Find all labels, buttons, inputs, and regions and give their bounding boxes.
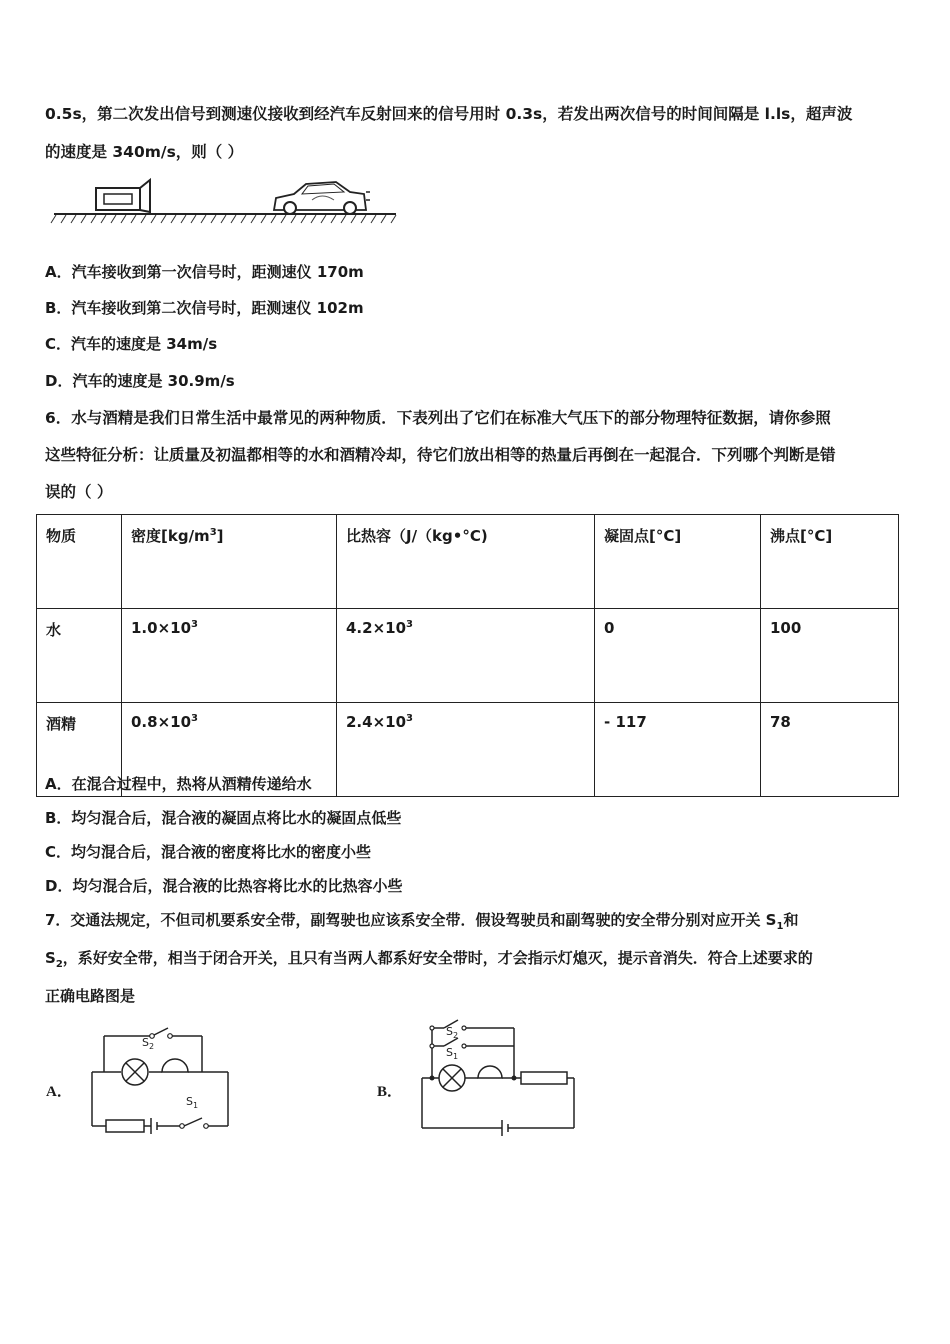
table-row-water <box>37 609 899 703</box>
q6-option-d: D．均匀混合后，混合液的比热容将比水的比热容小些 <box>45 877 403 895</box>
switch-s1-label: $S_1$ <box>186 1095 199 1110</box>
cell-boiling-point: 100 <box>761 609 899 703</box>
question-6-text-line-3: 误的（ ） <box>45 483 113 501</box>
question-5-text-line-2: 的速度是 340m/s，则（ ） <box>45 143 244 161</box>
table-header-row <box>37 515 899 609</box>
header-density: 密度$[kg/m^3]$ <box>122 515 337 609</box>
switch-s2-label: $S_2$ <box>446 1025 459 1040</box>
cell-name: 酒精 <box>37 703 122 797</box>
header-boiling-point: 沸点[°C] <box>761 515 899 609</box>
q6-option-b: B．均匀混合后，混合液的凝固点将比水的凝固点低些 <box>45 809 402 827</box>
cell-specific-heat: $2.4\times 10^3$ <box>337 703 595 797</box>
switch-s2-label: $S_2$ <box>142 1036 155 1051</box>
speed-meter-car-illustration <box>50 170 400 228</box>
speed-meter <box>96 188 140 210</box>
cell-freezing-point: 0 <box>595 609 761 703</box>
question-7-text-line-3: 正确电路图是 <box>45 987 136 1005</box>
q5-option-b: B．汽车接收到第二次信号时，距测速仪 102m <box>45 299 364 317</box>
cell-density: $1.0\times 10^3$ <box>122 609 337 703</box>
circuit-diagram-a <box>88 1022 236 1136</box>
cell-specific-heat: $4.2\times 10^3$ <box>337 609 595 703</box>
header-freezing-point: 凝固点[°C] <box>595 515 761 609</box>
question-7-text-line-2: $S_2$，系好安全带，相当于闭合开关，且只有当两人都系好安全带时，才会指示灯熄灭，提示音消失．符合上述要求的 <box>45 949 813 970</box>
header-substance: 物质 <box>37 515 122 609</box>
q5-option-c: C．汽车的速度是 34m/s <box>45 335 218 353</box>
question-7-text-line-1: 7．交通法规定，不但司机要系安全带，副驾驶也应该系安全带．假设驾驶员和副驾驶的安全带分别对应开关 $S_1$和 <box>45 911 799 932</box>
q5-option-d: D．汽车的速度是 30.9m/s <box>45 372 235 390</box>
circuit-diagram-b <box>418 1016 578 1136</box>
question-6-text-line-1: 6．水与酒精是我们日常生活中最常见的两种物质．下表列出了它们在标准大气压下的部分物理特征数据，请你参照 <box>45 409 831 427</box>
cell-name: 水 <box>37 609 122 703</box>
physical-properties-table <box>36 514 899 797</box>
q6-option-a: A．在混合过程中，热将从酒精传递给水 <box>45 775 312 793</box>
q6-option-c: C．均匀混合后，混合液的密度将比水的密度小些 <box>45 843 372 861</box>
q5-option-a: A．汽车接收到第一次信号时，距测速仪 170m <box>45 263 364 281</box>
cell-density: $0.8\times 10^3$ <box>122 703 337 797</box>
option-b-label: B． <box>377 1084 403 1100</box>
question-6-text-line-2: 这些特征分析：让质量及初温都相等的水和酒精冷却，待它们放出相等的热量后再倒在一起混合．下列哪个判断是错 <box>45 446 836 464</box>
question-5-text-line-1: 0.5s，第二次发出信号到测速仪接收到经汽车反射回来的信号用时 0.3s，若发出两次信号的时间间隔是 l.ls，超声波 <box>45 105 853 123</box>
car <box>274 182 370 214</box>
header-specific-heat: 比热容（J/（kg•°C) <box>337 515 595 609</box>
cell-boiling-point: 78 <box>761 703 899 797</box>
cell-freezing-point: - 117 <box>595 703 761 797</box>
switch-s1-label: $S_1$ <box>446 1046 459 1061</box>
option-a-label: A． <box>46 1084 72 1100</box>
